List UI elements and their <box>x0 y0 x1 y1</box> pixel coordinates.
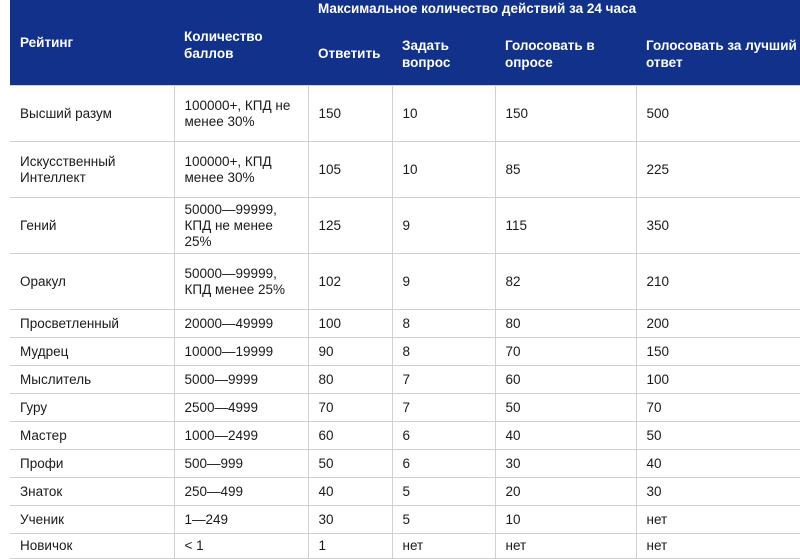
header-points: Количество баллов <box>174 0 308 86</box>
cell-answer: 150 <box>308 86 392 142</box>
cell-rating: Новичок <box>10 534 174 559</box>
cell-points: < 1 <box>174 534 308 559</box>
table-row <box>10 478 800 506</box>
cell-ask: 7 <box>392 366 495 394</box>
header-rating: Рейтинг <box>10 0 174 86</box>
table-row <box>10 86 800 142</box>
table-row <box>10 198 800 254</box>
cell-ask: 6 <box>392 422 495 450</box>
cell-vote-poll: 40 <box>495 422 636 450</box>
cell-vote-best: 40 <box>636 450 800 478</box>
cell-points: 250—499 <box>174 478 308 506</box>
cell-ask: 5 <box>392 506 495 534</box>
cell-ask: 8 <box>392 310 495 338</box>
cell-vote-best: 210 <box>636 254 800 310</box>
cell-vote-poll: 50 <box>495 394 636 422</box>
cell-ask: 8 <box>392 338 495 366</box>
cell-ask: 10 <box>392 86 495 142</box>
cell-vote-poll: нет <box>495 534 636 559</box>
cell-vote-poll: 82 <box>495 254 636 310</box>
cell-vote-poll: 30 <box>495 450 636 478</box>
cell-vote-poll: 85 <box>495 142 636 198</box>
cell-answer: 1 <box>308 534 392 559</box>
table-row <box>10 310 800 338</box>
header-answer: Ответить <box>308 21 392 86</box>
cell-vote-best: 30 <box>636 478 800 506</box>
cell-answer: 30 <box>308 506 392 534</box>
cell-vote-best: 70 <box>636 394 800 422</box>
cell-rating: Мудрец <box>10 338 174 366</box>
cell-points: 500—999 <box>174 450 308 478</box>
cell-points: 100000+, КПД не менее 30% <box>174 86 308 142</box>
cell-rating: Оракул <box>10 254 174 310</box>
cell-answer: 102 <box>308 254 392 310</box>
cell-rating: Просветленный <box>10 310 174 338</box>
cell-answer: 100 <box>308 310 392 338</box>
table-row <box>10 394 800 422</box>
cell-answer: 90 <box>308 338 392 366</box>
header-vote-poll: Голосовать в опросе <box>495 21 636 86</box>
rating-table-container <box>10 0 800 559</box>
header-actions-group: Максимальное количество действий за 24 часа <box>308 0 800 21</box>
cell-vote-best: 350 <box>636 198 800 254</box>
cell-points: 50000—99999, КПД не менее 25% <box>174 198 308 254</box>
cell-vote-poll: 20 <box>495 478 636 506</box>
cell-vote-best: 50 <box>636 422 800 450</box>
cell-points: 50000—99999, КПД менее 25% <box>174 254 308 310</box>
table-row <box>10 450 800 478</box>
cell-vote-best: 225 <box>636 142 800 198</box>
cell-vote-poll: 60 <box>495 366 636 394</box>
cell-rating: Ученик <box>10 506 174 534</box>
table-row <box>10 422 800 450</box>
header-vote-best: Голосовать за лучший ответ <box>636 21 800 86</box>
cell-answer: 80 <box>308 366 392 394</box>
cell-rating: Мастер <box>10 422 174 450</box>
cell-vote-best: нет <box>636 506 800 534</box>
cell-vote-best: 100 <box>636 366 800 394</box>
cell-vote-best: 200 <box>636 310 800 338</box>
cell-vote-poll: 150 <box>495 86 636 142</box>
header-ask: Задать вопрос <box>392 21 495 86</box>
cell-answer: 40 <box>308 478 392 506</box>
table-row <box>10 366 800 394</box>
cell-ask: 5 <box>392 478 495 506</box>
cell-vote-poll: 70 <box>495 338 636 366</box>
cell-answer: 70 <box>308 394 392 422</box>
table-row <box>10 338 800 366</box>
cell-vote-best: нет <box>636 534 800 559</box>
cell-points: 1000—2499 <box>174 422 308 450</box>
cell-points: 10000—19999 <box>174 338 308 366</box>
cell-vote-poll: 80 <box>495 310 636 338</box>
table-row <box>10 506 800 534</box>
cell-answer: 105 <box>308 142 392 198</box>
cell-vote-best: 500 <box>636 86 800 142</box>
cell-rating: Высший разум <box>10 86 174 142</box>
cell-vote-best: 150 <box>636 338 800 366</box>
table-header <box>10 0 800 86</box>
cell-vote-poll: 10 <box>495 506 636 534</box>
cell-rating: Знаток <box>10 478 174 506</box>
cell-vote-poll: 115 <box>495 198 636 254</box>
cell-answer: 50 <box>308 450 392 478</box>
cell-ask: 7 <box>392 394 495 422</box>
cell-points: 1—249 <box>174 506 308 534</box>
cell-rating: Профи <box>10 450 174 478</box>
cell-rating: Гуру <box>10 394 174 422</box>
rating-table <box>10 0 800 559</box>
cell-points: 2500—4999 <box>174 394 308 422</box>
cell-rating: Гений <box>10 198 174 254</box>
cell-answer: 60 <box>308 422 392 450</box>
cell-answer: 125 <box>308 198 392 254</box>
table-row <box>10 534 800 559</box>
cell-rating: Искусственный Интеллект <box>10 142 174 198</box>
cell-points: 20000—49999 <box>174 310 308 338</box>
cell-ask: 10 <box>392 142 495 198</box>
cell-ask: 9 <box>392 198 495 254</box>
cell-ask: нет <box>392 534 495 559</box>
table-row <box>10 254 800 310</box>
cell-ask: 6 <box>392 450 495 478</box>
cell-points: 100000+, КПД менее 30% <box>174 142 308 198</box>
cell-ask: 9 <box>392 254 495 310</box>
table-row <box>10 142 800 198</box>
cell-rating: Мыслитель <box>10 366 174 394</box>
table-body <box>10 86 800 559</box>
cell-points: 5000—9999 <box>174 366 308 394</box>
